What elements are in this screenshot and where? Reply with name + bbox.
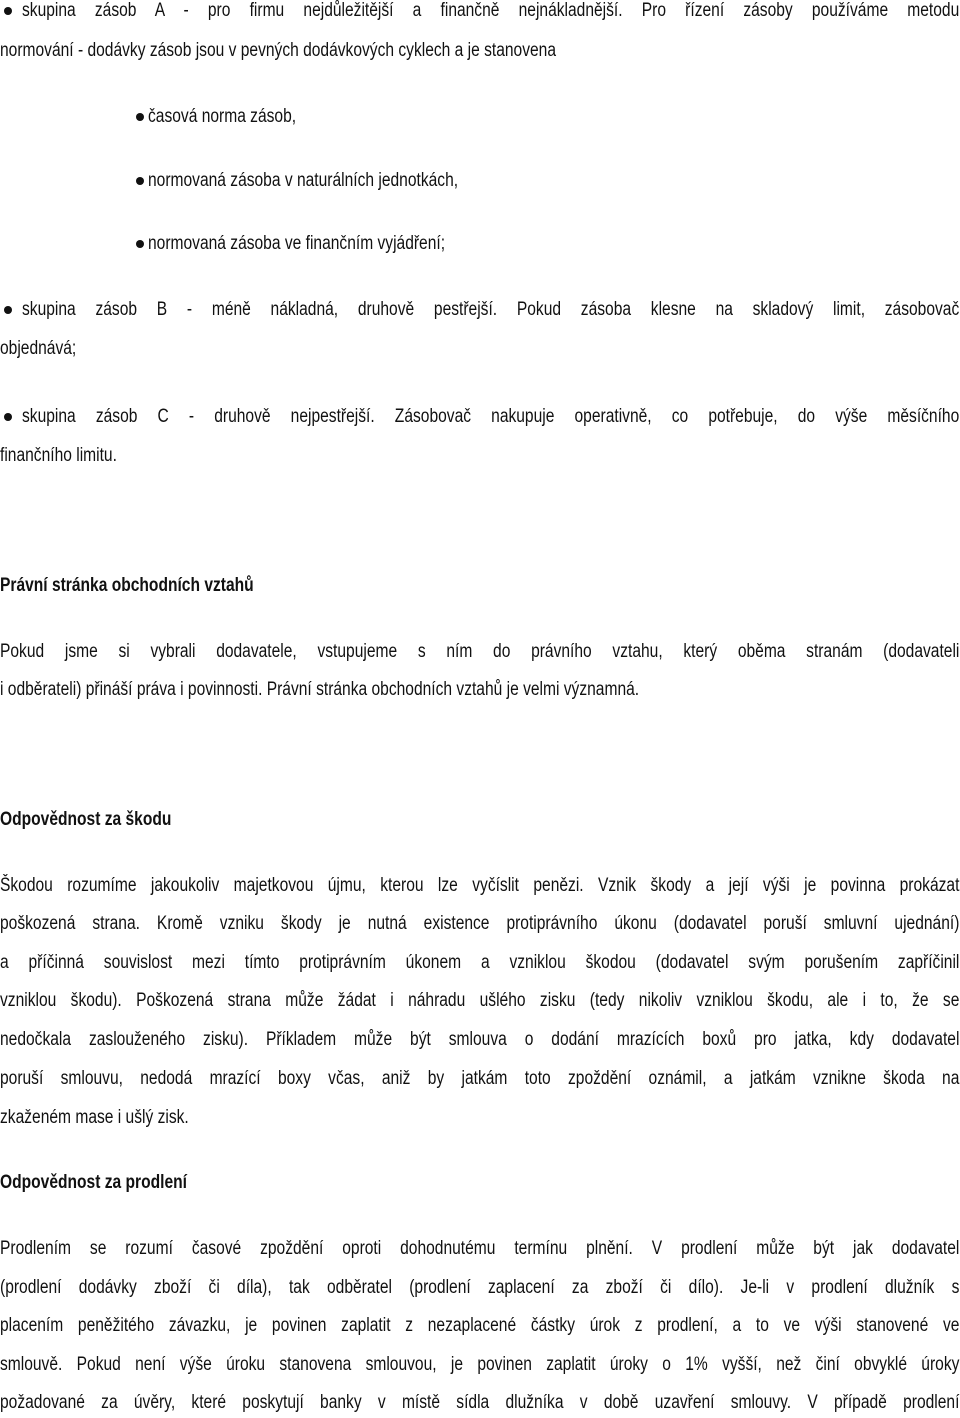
paragraph-line: Prodlením se rozumí časové zpoždění oproti dohodnutému termínu plnění. V prodlení může být jak dodavatel [0, 1238, 960, 1259]
paragraph-line: poruší smlouvu, nedodá mrazící boxy včas, aniž by jatkám toto zpoždění oznámil, a jatkám vznikne škoda na [0, 1068, 960, 1089]
list-item-b-line1: skupina zásob B - méně nákladná, druhově pestřejší. Pokud zásoba klesne na skladový limit, zásobovač [22, 299, 960, 320]
list-item-c-line1: skupina zásob C - druhově nejpestřejší. Zásobovač nakupuje operativně, co potřebuje, do výše měsíčního [22, 406, 960, 427]
sub-item-1: časová norma zásob, [148, 106, 297, 127]
section-heading-legal: Právní stránka obchodních vztahů [0, 575, 254, 596]
paragraph-line: poškozená strana. Kromě vzniku škody je nutná existence protiprávního úkonu (dodavatel poruší smluvní ujednání) [0, 913, 960, 934]
section-heading-damage: Odpovědnost za škodu [0, 809, 172, 830]
list-item-a-line2: normování - dodávky zásob jsou v pevných dodávkových cyklech a je stanovena [0, 40, 556, 61]
paragraph-line: Škodou rozumíme jakoukoliv majetkovou újmu, kterou lze vyčíslit penězi. Vznik škody a její výši je povinna prokázat [0, 875, 960, 896]
bullet-icon [136, 177, 144, 185]
paragraph-line: a příčinná souvislost mezi tímto protiprávním úkonem a vzniklou škodou (dodavatel svým porušením zapříčinil [0, 952, 960, 973]
list-item-b-line2: objednává; [0, 338, 77, 359]
section-heading-delay: Odpovědnost za prodlení [0, 1172, 187, 1193]
bullet-icon [136, 240, 144, 248]
sub-item-2: normovaná zásoba v naturálních jednotkách, [148, 170, 459, 191]
list-item-a-line1: skupina zásob A - pro firmu nejdůležitější a finančně nejnákladnější. Pro řízení zásoby používáme metodu [22, 0, 960, 21]
sub-item-3: normovaná zásoba ve finančním vyjádření; [148, 233, 446, 254]
bullet-icon [4, 7, 12, 15]
bullet-icon [136, 113, 144, 121]
paragraph-line: vzniklou škodu). Poškozená strana může žádat i náhradu ušlého zisku (tedy nikoliv vzniklou škodu, ale i to, že se [0, 990, 960, 1011]
paragraph-line: (prodlení dodávky zboží či díla), tak odběratel (prodlení zaplacení za zboží či dílo). Je-li v prodlení dlužník s [0, 1277, 960, 1298]
paragraph-line: zkaženém mase i ušlý zisk. [0, 1107, 189, 1128]
bullet-icon [4, 306, 12, 314]
paragraph-line: nedočkala zaslouženého zisku). Příkladem může být smlouva o dodání mrazících boxů pro jatka, kdy dodavatel [0, 1029, 960, 1050]
paragraph-line: Pokud jsme si vybrali dodavatele, vstupujeme s ním do právního vztahu, který oběma stranám (dodavateli [0, 641, 960, 662]
paragraph-line: požadované za úvěry, které poskytují banky v místě sídla dlužníka v době uzavření smlouvy. V případě prodlení [0, 1392, 960, 1413]
bullet-icon [4, 413, 12, 421]
paragraph-line: placením peněžitého závazku, je povinen zaplatit z nezaplacené částky úrok z prodlení, a to ve výši stanovené ve [0, 1315, 960, 1336]
paragraph-line: i odběrateli) přináší práva i povinnosti. Právní stránka obchodních vztahů je velmi významná. [0, 679, 640, 700]
paragraph-line: smlouvě. Pokud není výše úroku stanovena smlouvou, je povinen zaplatit úroky o 1% vyšší, než činí obvyklé úroky [0, 1354, 960, 1375]
list-item-c-line2: finančního limitu. [0, 445, 117, 466]
